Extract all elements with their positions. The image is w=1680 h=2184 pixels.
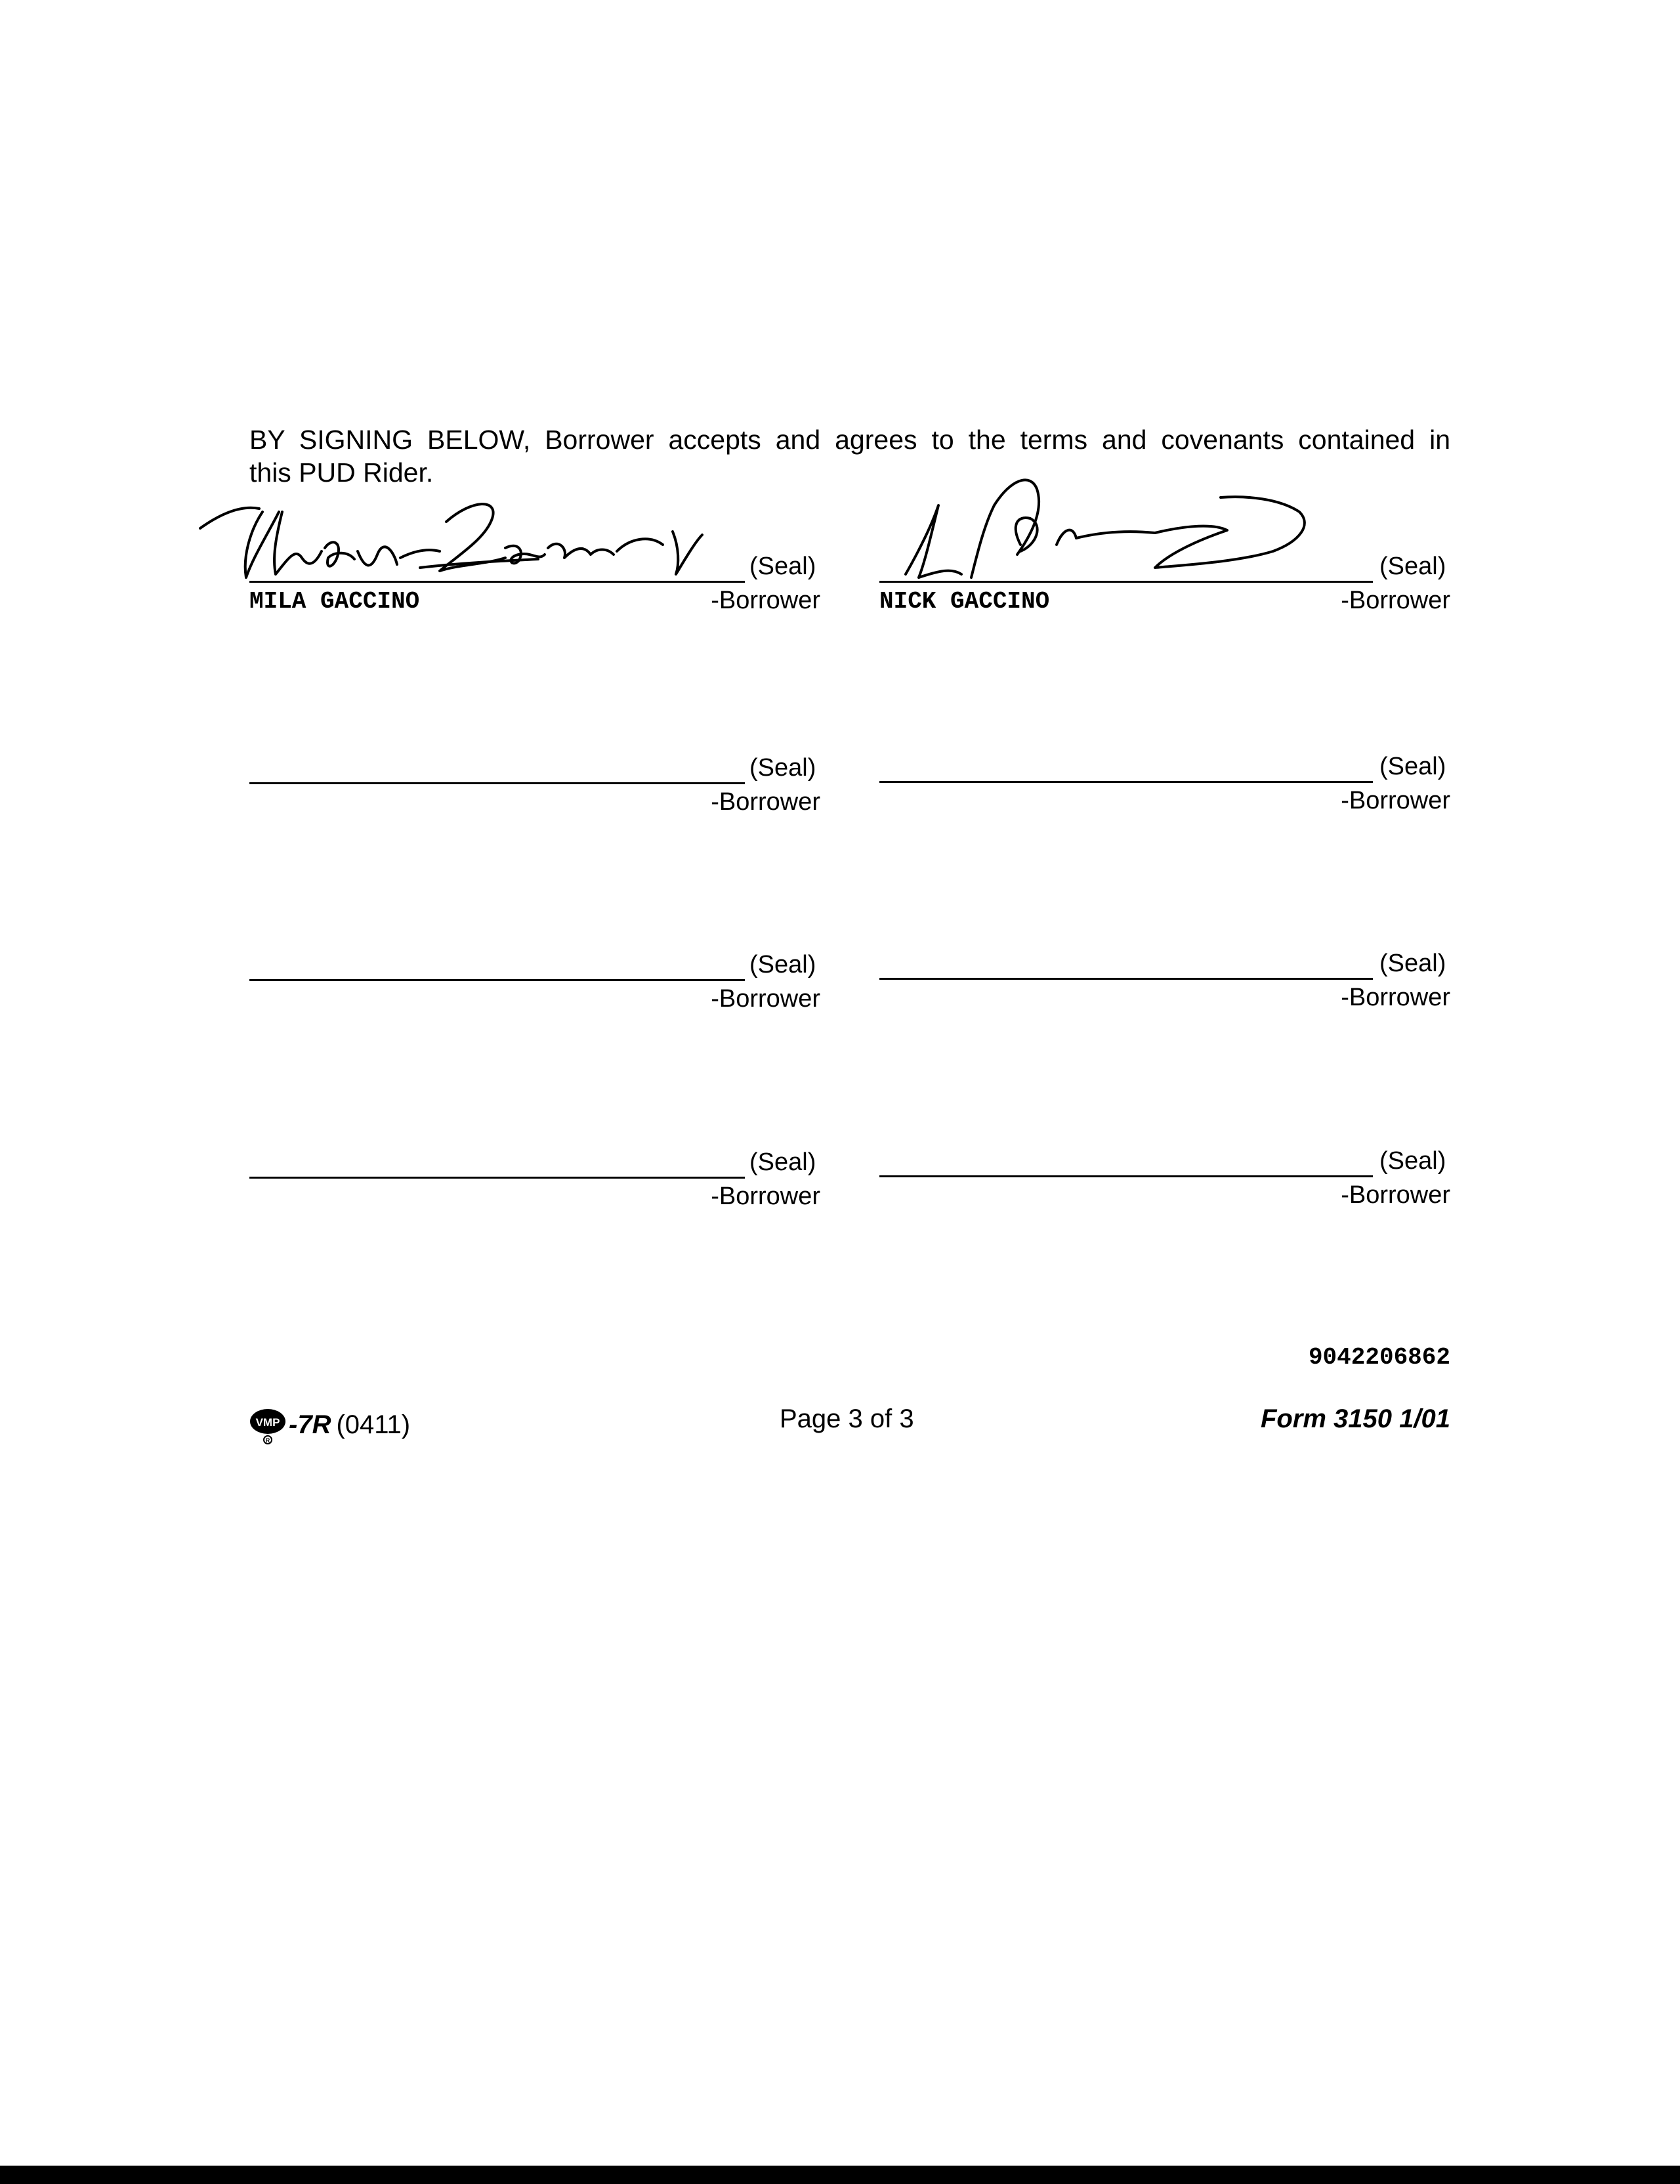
signature-block-4 (879, 753, 1450, 853)
borrower-role-label: -Borrower (711, 1183, 820, 1210)
loan-number: 9042206862 (1308, 1344, 1450, 1371)
borrower-role-label: -Borrower (1341, 984, 1450, 1011)
seal-label: (Seal) (749, 754, 816, 782)
signature-line (249, 979, 745, 981)
signature-line (879, 581, 1373, 583)
seal-label: (Seal) (1379, 553, 1446, 580)
agreement-statement (249, 423, 1450, 489)
borrower-role-label: -Borrower (1341, 787, 1450, 814)
borrower-role-label: -Borrower (1341, 587, 1450, 614)
signature-line (879, 978, 1373, 980)
borrower-role-label: -Borrower (1341, 1181, 1450, 1209)
signature-line (879, 1175, 1373, 1177)
seal-label: (Seal) (1379, 753, 1446, 780)
borrower-name: MILA GACCINO (249, 588, 420, 615)
seal-label: (Seal) (749, 1148, 816, 1176)
agreement-line-1: BY SIGNING BELOW, Borrower accepts and agrees to the terms and covenants contained in (249, 425, 1450, 455)
borrower-role-label: -Borrower (711, 985, 820, 1013)
agreement-line-2: this PUD Rider. (249, 457, 434, 488)
seal-label: (Seal) (1379, 1147, 1446, 1175)
svg-text:VMP: VMP (255, 1416, 280, 1429)
seal-label: (Seal) (749, 951, 816, 978)
signature-block-3 (249, 754, 820, 854)
signature-block-8 (879, 1147, 1450, 1248)
signature-block-7 (249, 1148, 820, 1249)
form-code: -7R (289, 1410, 331, 1439)
seal-label: (Seal) (1379, 950, 1446, 977)
form-identifier (249, 1404, 410, 1445)
scan-border (0, 2166, 1680, 2184)
signature-block-6 (879, 950, 1450, 1050)
borrower-role-label: -Borrower (711, 788, 820, 816)
signature-line (879, 781, 1373, 783)
form-revision: (0411) (336, 1410, 411, 1439)
vmp-logo-icon (249, 1404, 286, 1445)
form-name: Form 3150 1/01 (1260, 1404, 1450, 1433)
page-number: Page 3 of 3 (780, 1404, 914, 1433)
seal-label: (Seal) (749, 553, 816, 580)
signature-block-1 (249, 553, 820, 653)
signature-block-5 (249, 951, 820, 1051)
signature-line (249, 782, 745, 784)
borrower-role-label: -Borrower (711, 587, 820, 614)
signature-line (249, 1177, 745, 1179)
svg-text:R: R (265, 1437, 270, 1444)
borrower-name: NICK GACCINO (879, 588, 1050, 615)
signature-block-2 (879, 553, 1450, 653)
signature-line (249, 581, 745, 583)
